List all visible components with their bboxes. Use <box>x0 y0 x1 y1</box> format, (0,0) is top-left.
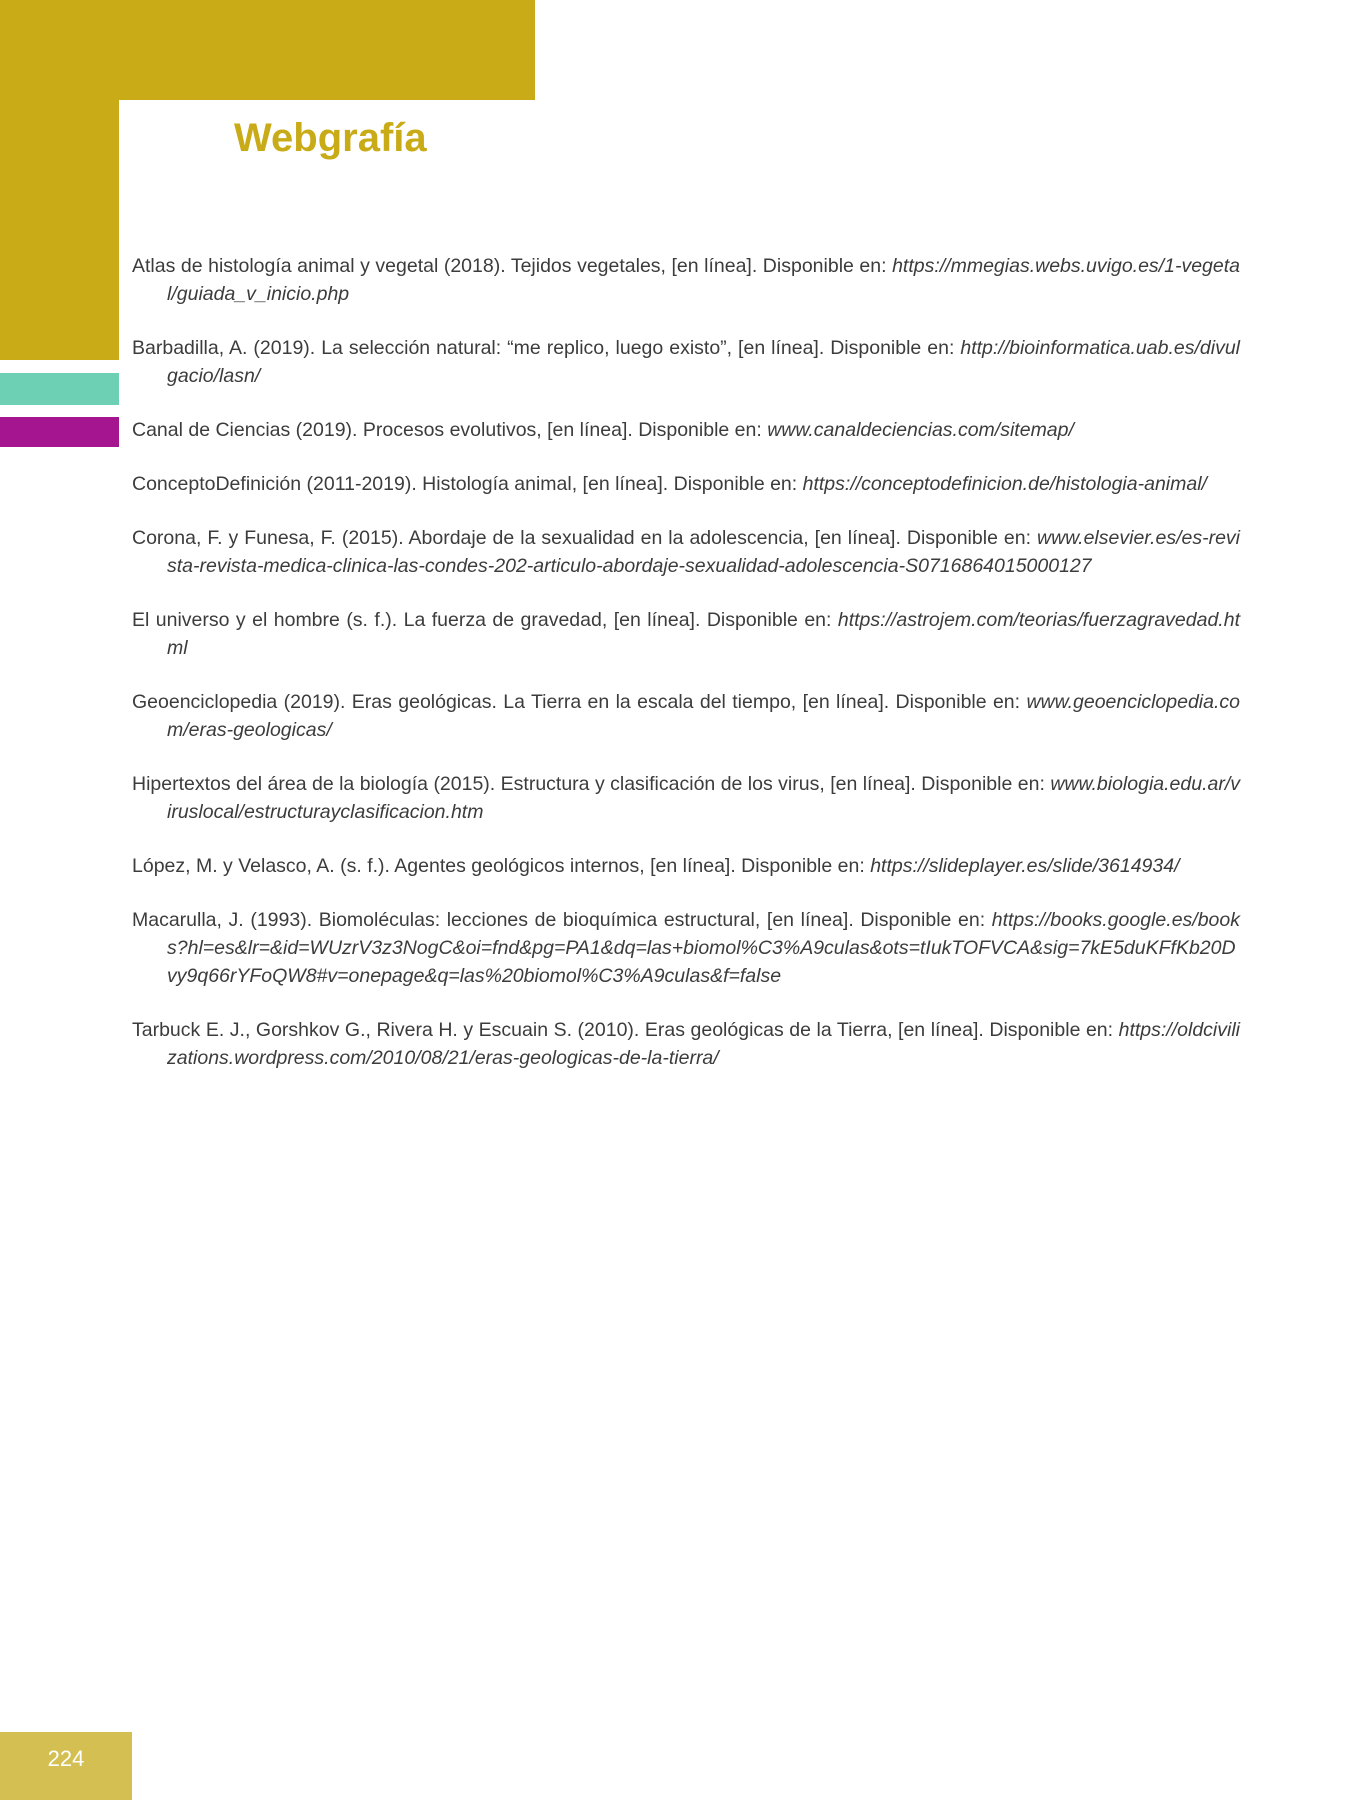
page-number-tab <box>0 1732 132 1800</box>
reference-text: López, M. y Velasco, A. (s. f.). Agentes geológicos internos, [en línea]. Disponible en: <box>132 855 871 877</box>
reference-url[interactable]: www.geoenciclopedia.com/eras-geologicas/ <box>167 691 1240 741</box>
reference-text: Tarbuck E. J., Gorshkov G., Rivera H. y Escuain S. (2010). Eras geológicas de la Tierra, [en línea]. Disponible en: <box>132 1019 1119 1041</box>
reference-text: Canal de Ciencias (2019). Procesos evolutivos, [en línea]. Disponible en: <box>132 419 768 441</box>
reference-text: ConceptoDefinición (2011-2019). Histología animal, [en línea]. Disponible en: <box>132 473 803 495</box>
reference-item <box>132 416 1240 444</box>
reference-url[interactable]: www.biologia.edu.ar/viruslocal/estructurayclasificacion.htm <box>167 773 1240 823</box>
reference-item <box>132 334 1240 390</box>
reference-item <box>132 1016 1240 1072</box>
reference-text: Geoenciclopedia (2019). Eras geológicas. La Tierra en la escala del tiempo, [en línea]. Disponible en: <box>132 691 1027 713</box>
reference-item <box>132 852 1240 880</box>
teal-stripe <box>0 373 119 405</box>
reference-text: Atlas de histología animal y vegetal (2018). Tejidos vegetales, [en línea]. Disponible en: <box>132 255 893 277</box>
reference-url[interactable]: https://oldcivilizations.wordpress.com/2010/08/21/eras-geologicas-de-la-tierra/ <box>167 1019 1240 1069</box>
reference-item <box>132 524 1240 580</box>
reference-url[interactable]: https://books.google.es/books?hl=es&lr=&id=WUzrV3z3NogC&oi=fnd&pg=PA1&dq=las+biomol%C3%A9culas&ots=tIukTOFVCA&sig=7kE5duKFfKb20Dvy9q66rYFoQW8#v=onepage&q=las%20biomol%C3%A9culas&f=false <box>167 909 1240 987</box>
reference-text: Hipertextos del área de la biología (2015). Estructura y clasificación de los virus, [en línea]. Disponible en: <box>132 773 1051 795</box>
reference-item <box>132 906 1240 990</box>
reference-list <box>132 252 1240 1098</box>
reference-url[interactable]: http://bioinformatica.uab.es/divulgacio/lasn/ <box>167 337 1240 387</box>
reference-text: El universo y el hombre (s. f.). La fuerza de gravedad, [en línea]. Disponible en: <box>132 609 838 631</box>
reference-text: Barbadilla, A. (2019). La selección natural: “me replico, luego existo”, [en línea]. Disponible en: <box>132 337 961 359</box>
reference-url[interactable]: https://slideplayer.es/slide/3614934/ <box>870 855 1180 877</box>
reference-item <box>132 606 1240 662</box>
reference-url[interactable]: https://mmegias.webs.uvigo.es/1-vegetal/guiada_v_inicio.php <box>167 255 1240 305</box>
page-title: Webgrafía <box>234 116 427 160</box>
side-gold-bar <box>0 0 119 360</box>
reference-item <box>132 688 1240 744</box>
reference-url[interactable]: https://astrojem.com/teorias/fuerzagravedad.html <box>167 609 1240 659</box>
reference-text: Macarulla, J. (1993). Biomoléculas: lecciones de bioquímica estructural, [en línea]. Disponible en: <box>132 909 992 931</box>
reference-url[interactable]: www.canaldeciencias.com/sitemap/ <box>767 419 1074 441</box>
reference-item <box>132 470 1240 498</box>
magenta-stripe <box>0 417 119 447</box>
reference-item <box>132 770 1240 826</box>
reference-item <box>132 252 1240 308</box>
reference-url[interactable]: https://conceptodefinicion.de/histologia-animal/ <box>802 473 1207 495</box>
reference-url[interactable]: www.elsevier.es/es-revista-revista-medica-clinica-las-condes-202-articulo-abordaje-sexualidad-adolescencia-S0716864015000127 <box>167 527 1240 577</box>
reference-text: Corona, F. y Funesa, F. (2015). Abordaje de la sexualidad en la adolescencia, [en línea]. Disponible en: <box>132 527 1037 549</box>
page-number: 224 <box>47 1746 85 1771</box>
